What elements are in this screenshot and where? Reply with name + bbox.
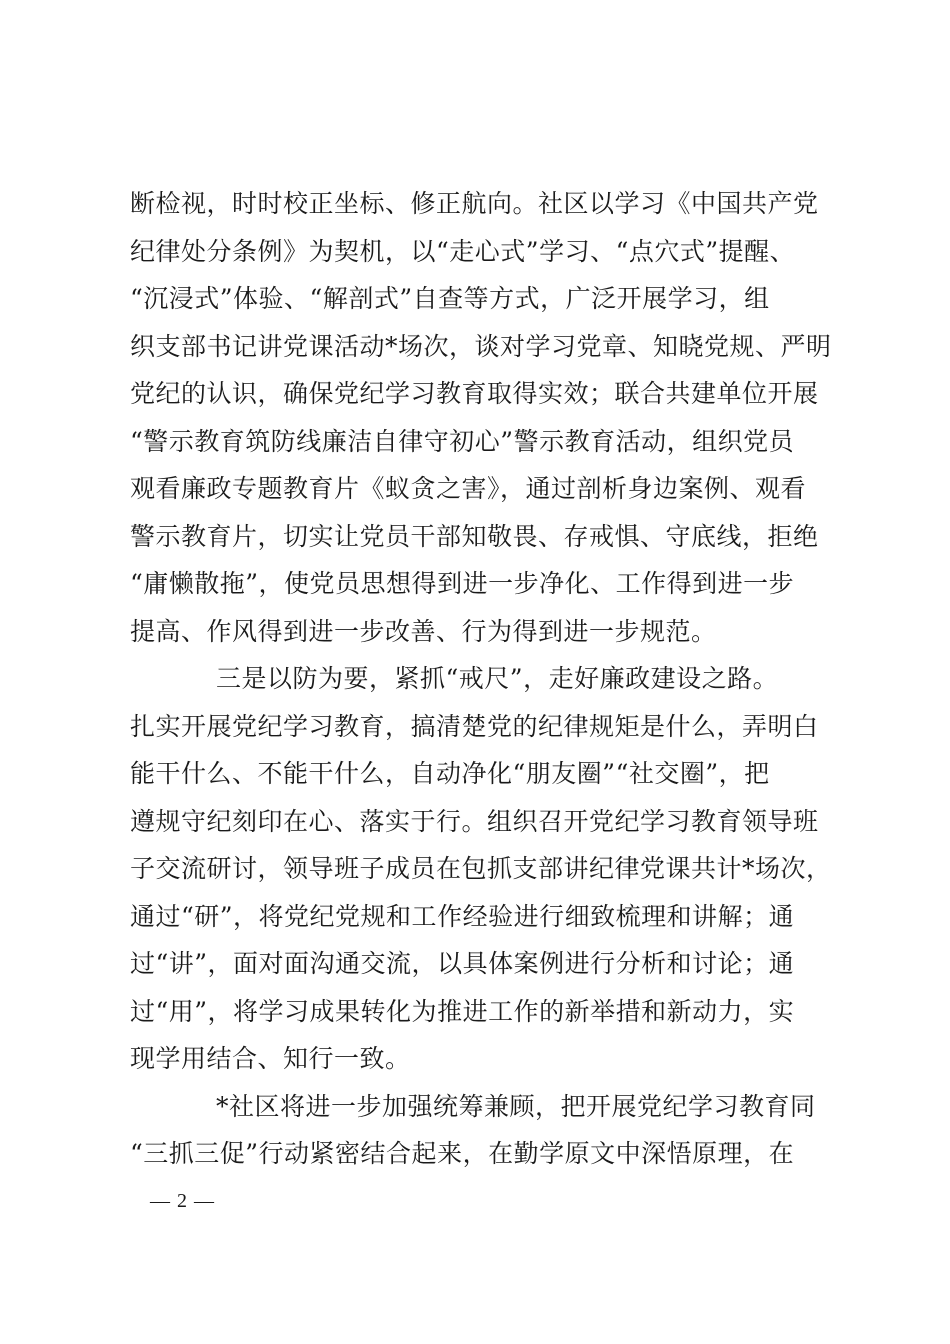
text-line: 织支部书记讲党课活动*场次，谈对学习党章、知晓党规、严明	[130, 331, 832, 361]
text-line: 扎实开展党纪学习教育，搞清楚党的纪律规矩是什么，弄明白	[130, 711, 819, 741]
paragraph-p3	[130, 1083, 830, 1178]
text-line: “警示教育筑防线廉洁自律守初心”警示教育活动，组织党员	[130, 426, 795, 456]
text-line: “沉浸式”体验、“解剖式”自查等方式，广泛开展学习，组	[130, 284, 770, 313]
text-line: 过“用”，将学习成果转化为推进工作的新举措和新动力，实	[130, 996, 795, 1026]
text-line: 三是以防为要，紧抓“戒尺”，走好廉政建设之路。	[216, 664, 779, 693]
document-body	[130, 180, 830, 1178]
paragraph-p1	[130, 180, 830, 655]
text-line: 能干什么、不能干什么，自动净化“朋友圈”“社交圈”，把	[130, 759, 770, 788]
text-line: 遵规守纪刻印在心、落实于行。组织召开党纪学习教育领导班	[130, 806, 819, 836]
text-line: *社区将进一步加强统筹兼顾，把开展党纪学习教育同	[216, 1091, 816, 1121]
text-line: 现学用结合、知行一致。	[130, 1044, 411, 1073]
paragraph-p2	[130, 655, 830, 1083]
text-line: 断检视，时时校正坐标、修正航向。社区以学习《中国共产党	[130, 189, 819, 218]
page-number: — 2 —	[150, 1190, 215, 1212]
text-line: 过“讲”，面对面沟通交流，以具体案例进行分析和讨论；通	[130, 949, 795, 978]
text-line: 党纪的认识，确保党纪学习教育取得实效；联合共建单位开展	[130, 379, 819, 408]
text-line: 纪律处分条例》为契机，以“走心式”学习、“点穴式”提醒、	[130, 236, 796, 266]
text-line: 通过“研”，将党纪党规和工作经验进行细致梳理和讲解；通	[130, 901, 795, 931]
text-line: 警示教育片，切实让党员干部知敬畏、存戒惧、守底线，拒绝	[130, 521, 819, 551]
text-line: “三抓三促”行动紧密结合起来，在勤学原文中深悟原理，在	[130, 1139, 795, 1168]
text-line: 观看廉政专题教育片《蚁贪之害》，通过剖析身边案例、观看	[130, 474, 807, 503]
text-line: 提高、作风得到进一步改善、行为得到进一步规范。	[130, 616, 717, 646]
text-line: “庸懒散拖”，使党员思想得到进一步净化、工作得到进一步	[130, 569, 795, 598]
text-line: 子交流研讨，领导班子成员在包抓支部讲纪律党课共计*场次，	[130, 854, 832, 883]
